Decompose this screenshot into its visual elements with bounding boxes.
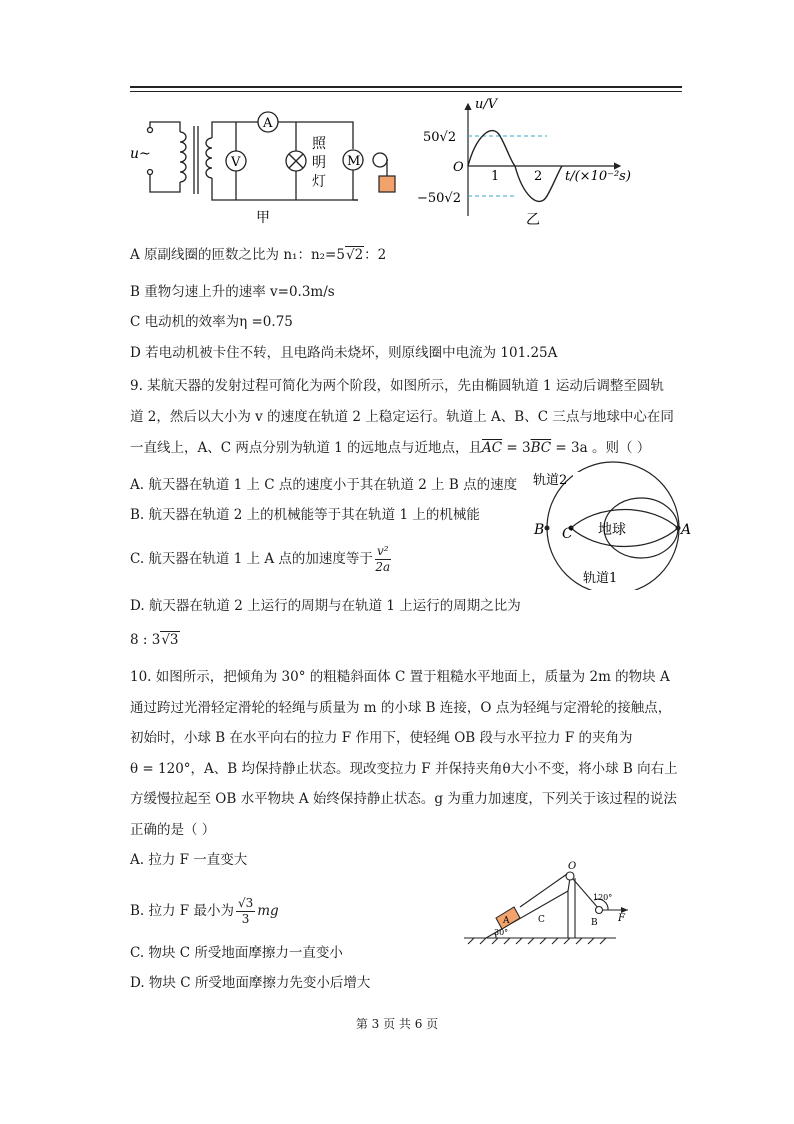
q10-option-a: A. 拉力 F 一直变大 — [130, 852, 248, 868]
q10-option-b-fraction: $\frac{√3}{3}$ — [237, 896, 254, 926]
point-c-label: C — [562, 526, 573, 542]
q9-option-d: D. 航天器在轨道 2 上运行的周期与在轨道 1 上运行的周期之比为 — [130, 598, 521, 614]
q9-option-c-fraction: $\frac{\text{v²}}{2a}$ — [375, 544, 391, 574]
y-bottom-label: −50√2 — [417, 191, 461, 206]
lamp-label-3: 灯 — [312, 174, 326, 190]
ammeter-label: A — [263, 116, 273, 131]
lamp-label-2: 明 — [312, 155, 326, 171]
q10-stem-line-2: 通过跨过光滑轻定滑轮的轻绳与质量为 m 的小球 B 连接，O 点为轻绳与定滑轮的接触点， — [130, 700, 672, 716]
angle-30-label: 30° — [494, 928, 509, 937]
q10-option-c: C. 物块 C 所受地面摩擦力一直变小 — [130, 945, 343, 961]
q10-stem-line-4: θ = 120°，A、B 均保持静止状态。现改变拉力 F 并保持夹角θ大小不变，将小球 B 向右上 — [130, 761, 678, 777]
q10-option-d: D. 物块 C 所受地面摩擦力先变小后增大 — [130, 975, 371, 991]
wedge-c-label: C — [538, 915, 545, 925]
figure-caption-yi: 乙 — [526, 212, 540, 228]
block-a-label: A — [503, 916, 510, 926]
force-f-label: F — [618, 913, 625, 924]
q10-stem-line-3: 初始时，小球 B 在水平向右的拉力 F 作用下，使轻绳 OB 段与水平拉力 F 的夹角为 — [130, 730, 633, 746]
q10-option-b: B. 拉力 F 最小为 $\frac{√3}{3}$ mg — [130, 896, 279, 926]
angle-120-label: 120° — [593, 893, 613, 902]
q9-stem-line-1: 9. 某航天器的发射过程可简化为两个阶段，如图所示，先由椭圆轨道 1 运动后调整至圆轨 — [130, 378, 664, 394]
motor-label: M — [347, 154, 361, 169]
x-axis-label: t/(×10⁻²s) — [565, 169, 631, 184]
circuit-figure-jia — [128, 100, 418, 228]
header-rule-thin — [130, 91, 682, 92]
point-o-label: O — [568, 861, 577, 872]
q8-option-b: B 重物匀速上升的速率 v=0.3m/s — [130, 284, 335, 300]
q9-option-a: A. 航天器在轨道 1 上 C 点的速度小于其在轨道 2 上 B 点的速度 — [130, 477, 518, 493]
figure-caption-jia: 甲 — [256, 210, 270, 226]
q9-option-b: B. 航天器在轨道 2 上的机械能等于其在轨道 1 上的机械能 — [130, 507, 480, 523]
q9-stem-line-2: 道 2，然后以大小为 v 的速度在轨道 2 上稳定运行。轨道上 A、B、C 三点与地球中心在同 — [130, 409, 674, 425]
q10-stem-line-6: 正确的是（ ） — [130, 822, 216, 838]
q8-option-a: A 原副线圈的匝数之比为 n₁：n₂=5√2：2 — [130, 247, 387, 263]
source-label: u~ — [130, 146, 151, 162]
orbit1-label: 轨道1 — [583, 571, 618, 586]
earth-label: 地球 — [598, 522, 626, 538]
orbit2-label: 轨道2 — [533, 473, 568, 488]
q10-stem-line-1: 10. 如图所示，把倾角为 30° 的粗糙斜面体 C 置于粗糙水平地面上，质量为 2m 的物块 A — [130, 669, 670, 685]
q8-option-d: D 若电动机被卡住不转，且电路尚未烧坏，则原线圈中电流为 101.25A — [130, 345, 558, 361]
voltage-graph-yi — [415, 98, 640, 228]
header-rule-thick — [130, 86, 682, 88]
lamp-label-1: 照 — [312, 136, 326, 152]
tick-2-label: 2 — [534, 169, 543, 184]
incline-figure — [458, 858, 658, 948]
y-top-label: 50√2 — [423, 130, 457, 145]
ball-b-label: B — [591, 918, 598, 928]
q8-option-c: C 电动机的效率为η =0.75 — [130, 314, 293, 330]
q10-stem-line-5: 方缓慢拉起至 OB 水平物块 A 始终保持静止状态。g 为重力加速度，下列关于该过程的说法 — [130, 791, 677, 807]
page-number: 第 3 页 共 6 页 — [355, 1017, 439, 1031]
voltmeter-label: V — [231, 155, 241, 170]
orbit-figure — [528, 460, 698, 590]
tick-1-label: 1 — [491, 169, 500, 184]
origin-label: O — [453, 160, 464, 175]
q9-option-d-value: 8 : 3√3 — [130, 632, 179, 648]
q9-option-c: C. 航天器在轨道 1 上 A 点的加速度等于 $\frac{\text{v²}}{2a}$ — [130, 544, 391, 574]
point-a-label: A — [681, 522, 692, 538]
y-axis-label: u/V — [475, 98, 498, 112]
point-b-label: B — [534, 522, 545, 538]
q9-stem-line-3: 一直线上，A、C 两点分别为轨道 1 的远地点与近地点，且$\overline{AC} = 3\overline{BC} = 3a$ 。则（ ） — [130, 440, 651, 456]
